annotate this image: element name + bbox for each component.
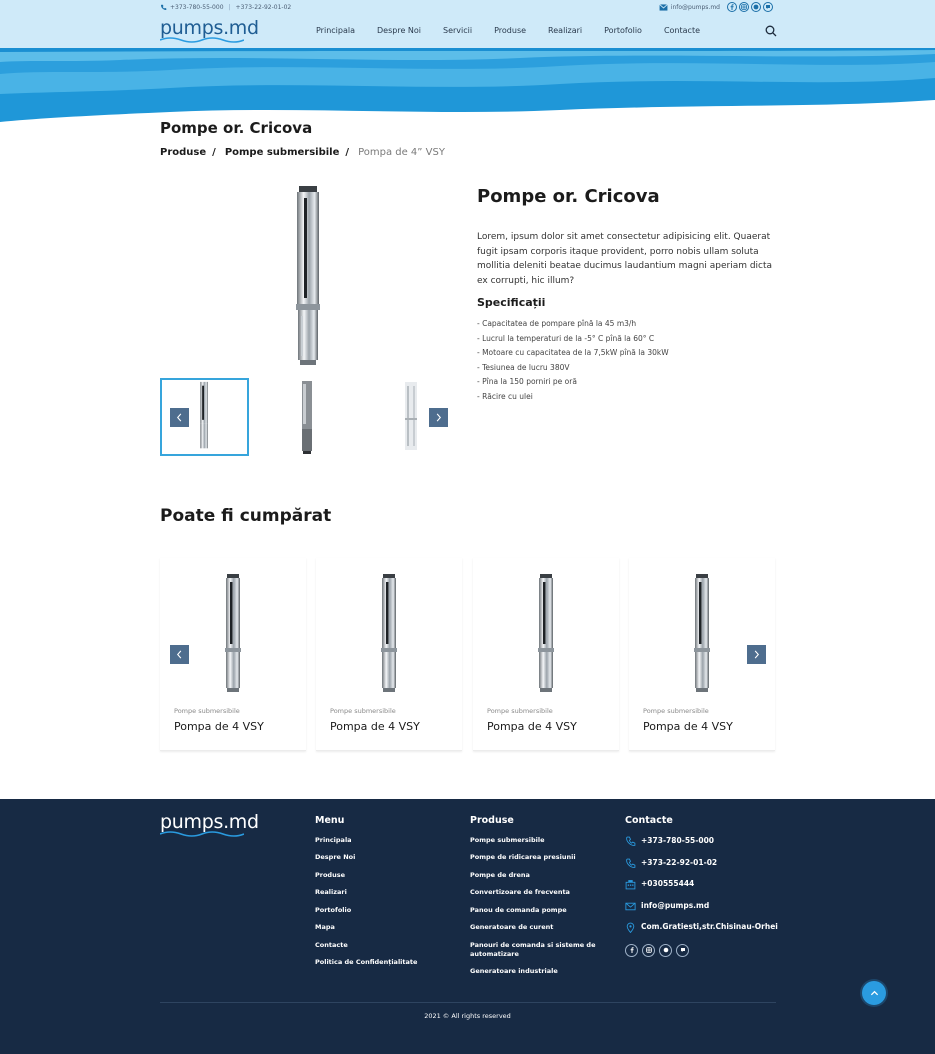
footer-menu-item[interactable]: Produse <box>315 870 345 879</box>
product-card-image <box>528 574 564 692</box>
fax-icon <box>625 879 636 890</box>
footer-product-item[interactable]: Convertizoare de frecventa <box>470 888 570 897</box>
chevron-right-icon <box>752 650 761 659</box>
footer-phone-1-text: +373-780-55-000 <box>641 836 715 846</box>
footer-product-item[interactable]: Pompe de ridicarea presiunii <box>470 853 576 862</box>
facebook-icon[interactable] <box>625 944 638 957</box>
breadcrumb-current: Pompa de 4” VSY <box>358 147 445 158</box>
facebook-icon[interactable] <box>727 2 737 12</box>
header-contacts <box>160 4 291 11</box>
footer-product-item[interactable]: Generatoare industriale <box>470 967 558 976</box>
nav-item-contacte[interactable]: Contacte <box>663 26 700 35</box>
breadcrumb-separator: / <box>212 147 216 158</box>
footer-phone-2[interactable] <box>625 858 778 869</box>
header <box>0 0 935 48</box>
thumbnail-next-button[interactable] <box>429 408 448 427</box>
footer-logo[interactable] <box>160 811 259 839</box>
spec-item: - Motoare cu capacitatea de la 7,5kW pînă la 30kW <box>477 348 669 358</box>
product-card-category: Pompe submersibile <box>174 707 240 715</box>
location-pin-icon <box>625 922 636 933</box>
viber-icon[interactable] <box>676 944 689 957</box>
product-card[interactable] <box>473 558 619 751</box>
product-card-name[interactable]: Pompa de 4 VSY <box>174 720 264 733</box>
breadcrumb <box>160 147 445 158</box>
footer-menu-column <box>315 815 417 976</box>
footer-social <box>625 944 778 957</box>
footer-phone-1[interactable] <box>625 836 778 847</box>
footer-contacts-title: Contacte <box>625 815 673 826</box>
chevron-left-icon <box>175 650 184 659</box>
product-card-image <box>215 574 251 692</box>
related-title: Poate fi cumpărat <box>160 506 332 526</box>
header-phone-1[interactable]: +373-780-55-000 <box>170 4 224 11</box>
footer-product-item[interactable]: Panou de comanda pompe <box>470 905 567 914</box>
product-card-category: Pompe submersibile <box>487 707 553 715</box>
spec-item: - Lucrul la temperaturi de la -5° C pînă la 60° C <box>477 333 655 343</box>
spec-item: - Pîna la 150 porniri pe oră <box>477 377 577 387</box>
product-card-image <box>684 574 720 692</box>
product-main-image <box>203 184 459 366</box>
footer-menu-item[interactable]: Politica de Confidențialitate <box>315 958 418 967</box>
separator: | <box>228 4 231 11</box>
phone-icon <box>625 858 636 869</box>
footer-product-item[interactable]: Pompe de drena <box>470 870 530 879</box>
product-thumbnails <box>160 378 456 456</box>
product-card-image <box>371 574 407 692</box>
nav-item-despre-noi[interactable]: Despre Noi <box>377 26 422 35</box>
instagram-icon[interactable] <box>739 2 749 12</box>
footer-product-item[interactable]: Pompe submersibile <box>470 836 545 844</box>
breadcrumb-pompe-submersibile[interactable]: Pompe submersibile <box>224 147 340 158</box>
product-card-category: Pompe submersibile <box>643 707 709 715</box>
main-nav <box>316 26 722 35</box>
nav-item-realizari[interactable]: Realizari <box>548 26 583 35</box>
footer-products-title: Produse <box>470 815 514 826</box>
whatsapp-icon[interactable] <box>751 2 761 12</box>
product-card-name[interactable]: Pompa de 4 VSY <box>643 720 733 733</box>
phone-icon <box>160 4 167 11</box>
copyright: 2021 © All rights reserved <box>424 1012 511 1020</box>
footer-menu-item[interactable]: Realizari <box>315 888 347 897</box>
product-title: Pompe or. Cricova <box>477 186 660 207</box>
thumbnail-prev-button[interactable] <box>170 408 189 427</box>
footer-divider <box>160 1002 776 1003</box>
footer-phone-2-text: +373-22-92-01-02 <box>641 857 718 867</box>
footer-product-item[interactable]: Generatoare de curent <box>470 923 554 932</box>
breadcrumb-separator: / <box>345 147 350 158</box>
mail-icon <box>625 901 636 912</box>
footer-menu-item[interactable]: Mapa <box>315 923 335 932</box>
footer-email[interactable] <box>625 901 778 912</box>
related-prev-button[interactable] <box>170 645 189 664</box>
footer-logo-text: pumps.md <box>160 811 259 833</box>
hero-wave-banner <box>0 48 935 124</box>
nav-item-servicii[interactable]: Servicii <box>443 26 473 35</box>
chevron-up-icon <box>870 989 879 998</box>
footer-address-text: Com.Gratiesti,str.Chisinau-Orhei <box>641 922 778 932</box>
footer-menu-item[interactable]: Principala <box>315 836 352 844</box>
spec-item: - Capacitatea de pompare pînă la 45 m3/h <box>477 319 637 328</box>
breadcrumb-produse[interactable]: Produse <box>160 147 207 158</box>
thumbnail-2-image <box>264 378 353 456</box>
footer-menu-title: Menu <box>315 815 345 826</box>
logo-wave-icon <box>160 830 244 838</box>
viber-icon[interactable] <box>763 2 773 12</box>
chevron-left-icon <box>175 413 184 422</box>
thumbnail-2[interactable] <box>264 378 353 456</box>
logo[interactable] <box>160 17 259 45</box>
footer-email-text: info@pumps.md <box>641 900 710 910</box>
phone-icon <box>625 836 636 847</box>
header-email-text: info@pumps.md <box>670 3 720 11</box>
footer-products-column <box>470 815 600 985</box>
footer-contacts-column <box>625 815 778 957</box>
nav-item-produse[interactable]: Produse <box>494 26 527 35</box>
instagram-icon[interactable] <box>642 944 655 957</box>
product-card-category: Pompe submersibile <box>330 707 396 715</box>
related-next-button[interactable] <box>747 645 766 664</box>
spec-item: - Tesiunea de lucru 380V <box>477 362 570 372</box>
footer-menu-item[interactable]: Despre Noi <box>315 853 356 862</box>
footer-fax[interactable] <box>625 879 778 890</box>
page-title: Pompe or. Cricova <box>160 119 313 137</box>
logo-text: pumps.md <box>160 17 259 39</box>
nav-item-portofolio[interactable]: Portofolio <box>604 26 642 35</box>
specs-title: Specificații <box>477 296 546 309</box>
specs-list <box>477 317 669 405</box>
footer-menu-item[interactable]: Portofolio <box>315 905 352 914</box>
spec-item: - Răcire cu ulei <box>477 391 533 401</box>
header-phone-2[interactable]: +373-22-92-01-02 <box>235 4 292 11</box>
search-icon[interactable] <box>765 25 777 37</box>
product-card[interactable] <box>316 558 462 751</box>
mail-icon <box>659 4 668 11</box>
header-right <box>659 2 773 12</box>
product-card-name[interactable]: Pompa de 4 VSY <box>487 720 577 733</box>
footer <box>0 799 935 1054</box>
logo-wave-icon <box>160 36 244 44</box>
nav-item-principala[interactable]: Principala <box>316 26 355 35</box>
chevron-right-icon <box>434 413 443 422</box>
footer-product-item[interactable]: Panouri de comanda si sisteme de automatizare <box>470 940 596 958</box>
footer-address[interactable] <box>625 922 778 933</box>
scroll-to-top-button[interactable] <box>862 981 886 1005</box>
header-email[interactable] <box>659 4 720 11</box>
footer-menu-item[interactable]: Contacte <box>315 940 348 949</box>
product-description: Lorem, ipsum dolor sit amet consectetur adipisicing elit. Quaerat fugit ipsam corporis itaque provident, porro nobis ullam soluta mollitia deleniti beatae ducimus laudantium magni aperiam dicta ex corrupti, hic illum? <box>477 232 773 286</box>
product-card-name[interactable]: Pompa de 4 VSY <box>330 720 420 733</box>
whatsapp-icon[interactable] <box>659 944 672 957</box>
footer-fax-text: +030555444 <box>641 879 695 889</box>
